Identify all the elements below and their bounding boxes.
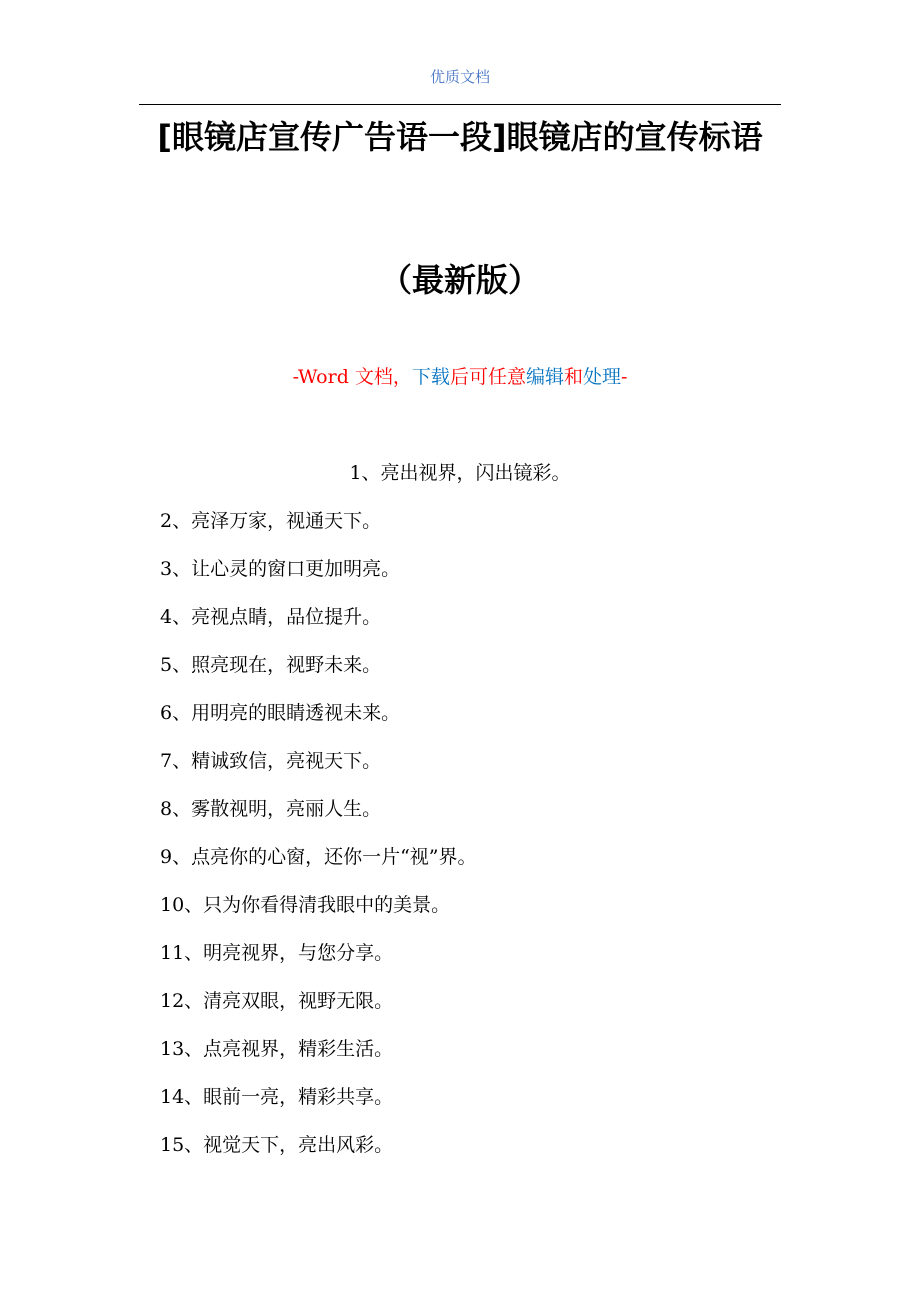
slogan-item: 9、点亮你的心窗，还你一片“视”界。 [160,846,477,868]
slogan-item: 12、清亮双眼，视野无限。 [160,990,394,1012]
slogan-item: 3、让心灵的窗口更加明亮。 [160,558,401,580]
slogan-item: 5、照亮现在，视野未来。 [160,654,382,676]
slogan-item: 1、亮出视界，闪出镜彩。 [349,462,571,484]
slogan-item: 14、眼前一亮，精彩共享。 [160,1086,394,1108]
slogan-item: 13、点亮视界，精彩生活。 [160,1038,394,1060]
slogan-item: 10、只为你看得清我眼中的美景。 [160,894,451,916]
notice-segment: - [621,366,628,388]
notice-segment: 后可任意 [449,366,526,388]
notice-segment: 下载 [411,366,450,388]
notice-segment: -Word 文档， [292,366,412,388]
slogan-item: 4、亮视点睛，品位提升。 [160,606,382,628]
slogan-item: 6、用明亮的眼睛透视未来。 [160,702,401,724]
slogan-item: 15、视觉天下，亮出风彩。 [160,1134,394,1156]
document-title: [眼镜店宣传广告语一段]眼镜店的宣传标语 [157,118,763,156]
notice-segment: 处理 [582,366,621,388]
page-header-label: 优质文档 [429,68,490,86]
download-notice [0,364,920,390]
notice-segment: 编辑 [525,366,564,388]
slogan-item: 2、亮泽万家，视通天下。 [160,510,382,532]
slogan-item: 11、明亮视界，与您分享。 [160,942,394,964]
document-edition: （最新版） [379,261,540,299]
notice-segment: 和 [563,366,583,388]
slogan-item: 7、精诚致信，亮视天下。 [160,750,382,772]
header-divider [139,104,781,105]
slogan-item: 8、雾散视明，亮丽人生。 [160,798,382,820]
